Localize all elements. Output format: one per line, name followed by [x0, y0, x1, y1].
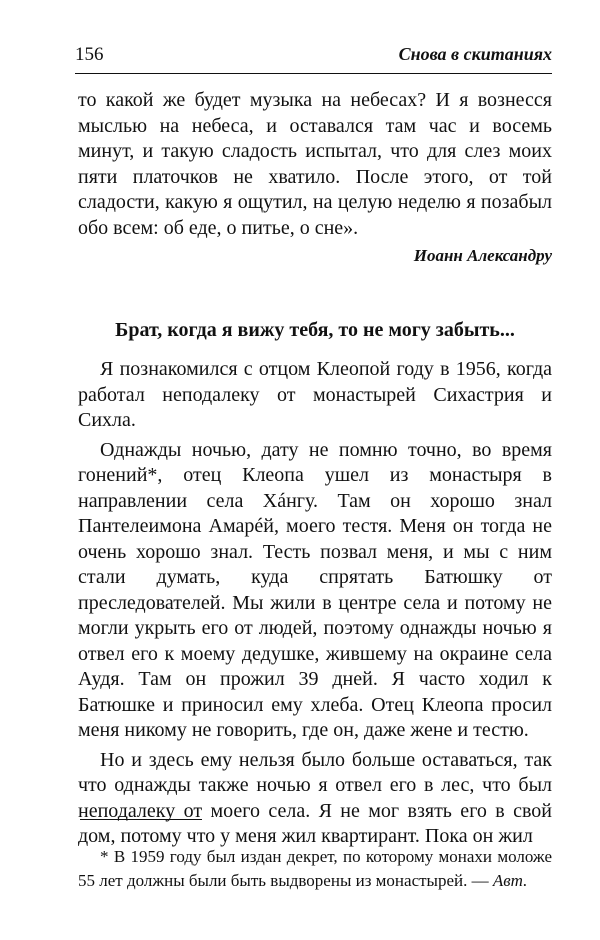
- quote-signature: Иоанн Александру: [413, 246, 552, 265]
- paragraph-1: Я познакомился с отцом Клеопой году в 1956, когда работал неподалеку от монастырей Сихастрия и Сихла.: [78, 358, 552, 431]
- opening-paragraph: то какой же будет музыка на небесах? И я вознесся мыслью на небеса, и оставался там час и восемь минут, и такую сладость испытал, что для слез моих пяти платочков не хватило. После этого, от той сладости, какую я ощутил, на целую неделю я позабыл обо всем: об еде, о питье, о сне».: [78, 89, 552, 239]
- page-header: [75, 44, 552, 74]
- paragraph-3: Но и здесь ему нельзя было больше оставаться, так что однажды также ночью я отвел его в лес, что был неподалеку от моего села. Я не мог взять его в свой дом, потому что у меня жил квартирант. Пока он жил: [78, 748, 552, 847]
- section-title: Брат, когда я вижу тебя, то не могу забыть...: [115, 318, 515, 341]
- footnote: [78, 845, 552, 893]
- footnote-text: * В 1959 году был издан декрет, по которому монахи моложе 55 лет должны были быть выдворены из монастырей. —: [78, 847, 552, 890]
- page-number: 156: [75, 44, 104, 65]
- running-title: Снова в скитаниях: [398, 44, 552, 64]
- paragraph-2: Однажды ночью, дату не помню точно, во время гонений*, отец Клеопа ушел из монастыря в направлении села Хáнгу. Там он хорошо знал Пантелеимона Амарéй, моего тестя. Меня он тогда не очень хорошо знал. Тесть позвал меня, и мы с ним стали думать, куда спрятать Батюшку от преследователей. Мы жили в центре села и потому не могли укрыть его от людей, поэтому однажды ночью я отвел его к моему дедушке, жившему на окраине села Аудя. Там он прожил 39 дней. Я часто ходил к Батюшке и приносил ему хлеба. Отец Клеопа просил меня никому не говорить, где он, даже жене и тестю.: [78, 438, 552, 741]
- footnote-rule: [80, 819, 202, 820]
- header-rule: [75, 73, 552, 74]
- page-body: [78, 88, 552, 850]
- footnote-author-abbr: Авт.: [492, 871, 528, 890]
